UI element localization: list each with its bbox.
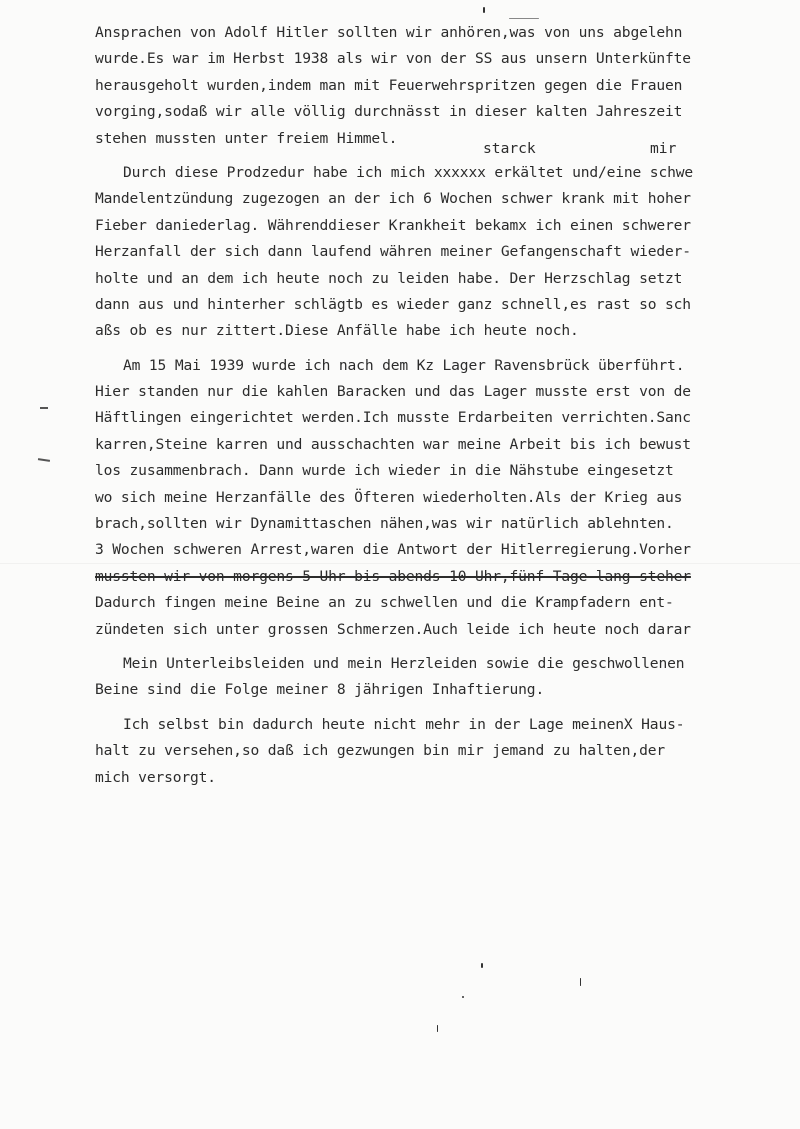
text-line: 3 Wochen schweren Arrest,waren die Antwort der Hitlerregierung.Vorher [95,541,691,559]
margin-mark [40,407,48,409]
text-line: Dadurch fingen meine Beine an zu schwellen und die Krampfadern ent- [95,594,674,612]
text-line: Herzanfall der sich dann laufend währen meiner Gefangenschaft wieder- [95,243,691,261]
speck [509,18,539,19]
text-line: karren,Steine karren und ausschachten war meine Arbeit bis ich bewust [95,435,691,453]
text-line: holte und an dem ich heute noch zu leiden habe. Der Herzschlag setzt [95,269,683,287]
text-line: Häftlingen eingerichtet werden.Ich musste Erdarbeiten verrichten.Sanc [95,409,691,427]
text-line: Am 15 Mai 1939 wurde ich nach dem Kz Lager Ravensbrück überführt. [123,356,685,374]
paragraph-gap [95,345,800,353]
text-line: brach,sollten wir Dynamittaschen nähen,was wir natürlich ablehnten. [95,515,674,533]
text-line: dann aus und hinterher schlägtb es wieder ganz schnell,es rast so sch [95,295,691,313]
text-line: Ansprachen von Adolf Hitler sollten wir anhören,was von uns abgelehn [95,24,683,41]
text-line: Fieber daniederlag. Währenddieser Krankheit bekamx ich einen schwerer [95,216,691,234]
text-line: wurde.Es war im Herbst 1938 als wir von der SS aus unsern Unterkünfte [95,50,691,68]
text-line: mussten wir von morgens 5 Uhr bis abends 10 Uhr,fünf Tage lang steher [95,567,691,585]
text-line: Hier standen nur die kahlen Baracken und das Lager musste erst von de [95,383,691,401]
text-line: Ich selbst bin dadurch heute nicht mehr in der Lage meinenX Haus- [123,715,685,733]
typewritten-text [95,20,800,791]
text-line: Durch diese Prodzedur habe ich mich xxxxxx erkältet und/eine schwe [123,163,693,181]
text-line: los zusammenbrach. Dann wurde ich wieder in die Nähstube eingesetzt [95,462,674,480]
text-line: Beine sind die Folge meiner 8 jährigen Inhaftierung. [95,681,545,699]
text-line: zündeten sich unter grossen Schmerzen.Auch leide ich heute noch darar [95,620,691,638]
paragraph-gap [95,704,800,712]
paragraph-gap [95,152,800,160]
text-line: Mein Unterleibsleiden und mein Herzleiden sowie die geschwollenen [123,654,685,672]
correction-starck: starck [483,140,536,157]
text-line: stehen mussten unter freiem Himmel. [95,129,398,147]
text-line: halt zu versehen,so daß ich gezwungen bin mir jemand zu halten,der [95,742,665,760]
speck [462,996,464,998]
speck [483,7,485,13]
paragraph-gap [95,643,800,651]
text-line: wo sich meine Herzanfälle des Öfteren wiederholten.Als der Krieg aus [95,488,683,506]
margin-mark [38,458,50,461]
speck [580,978,581,986]
text-line: vorging,sodaß wir alle völlig durchnässt in dieser kalten Jahreszeit [95,103,683,121]
correction-mir: mir [650,140,677,157]
speck [481,963,483,968]
text-line: herausgeholt wurden,indem man mit Feuerwehrspritzen gegen die Frauen [95,76,683,94]
text-line: aßs ob es nur zittert.Diese Anfälle habe ich heute noch. [95,322,579,340]
text-line: mich versorgt. [95,768,216,786]
speck [437,1025,438,1032]
text-line: Mandelentzündung zugezogen an der ich 6 Wochen schwer krank mit hoher [95,190,691,208]
